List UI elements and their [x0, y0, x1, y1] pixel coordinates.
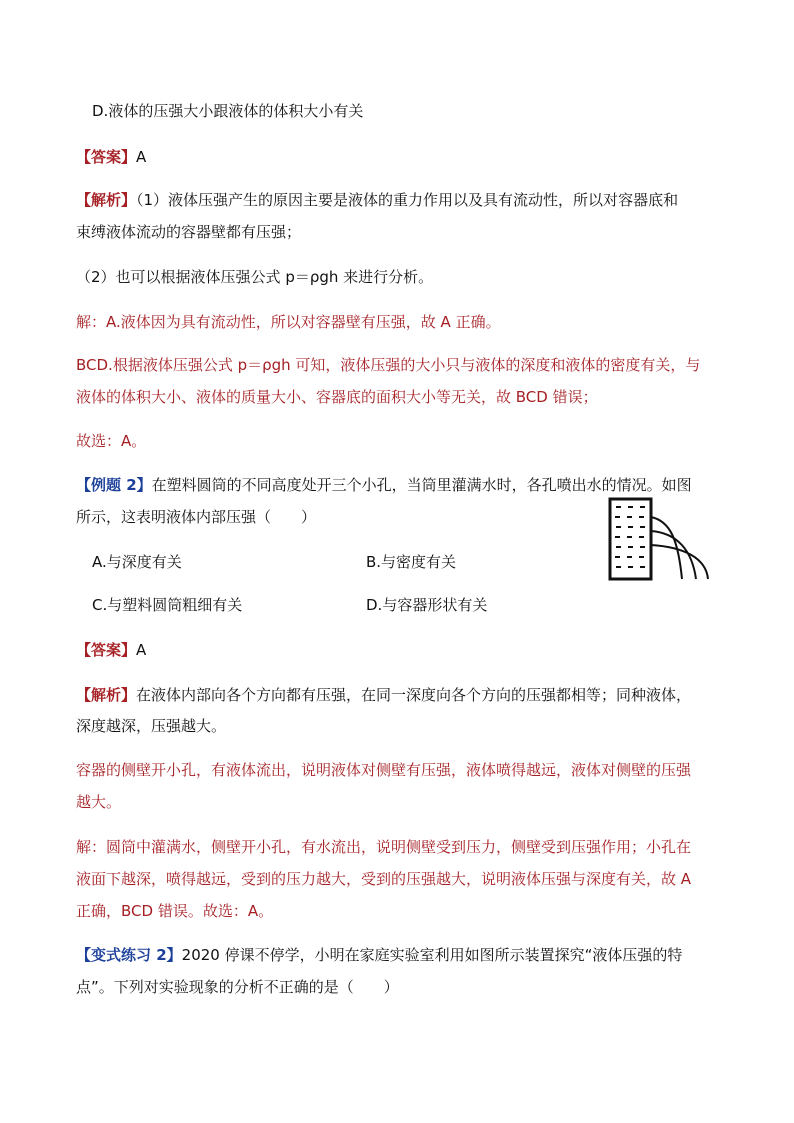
answer-2 [76, 640, 146, 660]
answer-2-value: A [136, 641, 147, 659]
analysis-2-text: 在液体内部向各个方向都有压强，在同一深度向各个方向的压强都相等；同种液体， [136, 686, 692, 704]
example-2-line-1 [76, 475, 692, 495]
example-2-option-d: D.与容器形状有关 [366, 596, 488, 614]
analysis-2-line-3: 容器的侧壁开小孔，有液体流出，说明液体对侧壁有压强，液体喷得越远，液体对侧壁的压强 [76, 761, 692, 779]
answer-label: 【答案】 [76, 148, 137, 166]
analysis-text: （1）液体压强产生的原因主要是液体的重力作用以及具有流动性，所以对容器底和 [136, 191, 679, 209]
analysis-2-line-1 [76, 685, 691, 705]
example-2-option-b: B.与密度有关 [366, 553, 457, 571]
solution-1-line-1: 解：A.液体因为具有流动性，所以对容器壁有压强，故 A 正确。 [76, 313, 501, 331]
analysis-1-line-2: 束缚液体流动的容器壁都有压强； [76, 223, 302, 241]
variant-2-line-1 [76, 945, 682, 965]
example-text: 在塑料圆筒的不同高度处开三个小孔，当筒里灌满水时，各孔喷出水的情况。如图 [151, 476, 692, 494]
water-cylinder-jets-icon [604, 495, 712, 583]
answer-2-label: 【答案】 [76, 641, 137, 659]
solution-1-choice: 故选：A。 [76, 432, 147, 450]
variant-label: 【变式练习 2】 [76, 946, 182, 964]
solution-2-line-2: 液面下越深，喷得越远，受到的压力越大，受到的压强越大，说明液体压强与深度有关，故 A [76, 870, 692, 888]
analysis-1-line-1 [76, 190, 678, 210]
answer-value: A [136, 148, 147, 166]
variant-2-line-2: 点”。下列对实验现象的分析不正确的是（ ） [76, 978, 399, 996]
analysis-label: 【解析】 [76, 191, 137, 209]
solution-1-line-3: 液体的体积大小、液体的质量大小、容器底的面积大小等无关，故 BCD 错误； [76, 388, 598, 406]
analysis-2-line-2: 深度越深，压强越大。 [76, 717, 227, 735]
solution-2-line-1: 解：圆筒中灌满水，侧壁开小孔，有水流出，说明侧壁受到压力，侧壁受到压强作用；小孔在 [76, 838, 692, 856]
analysis-2-label: 【解析】 [76, 686, 137, 704]
example-2-line-2: 所示，这表明液体内部压强（ ） [76, 508, 317, 526]
example-label: 【例题 2】 [76, 476, 152, 494]
example-2-option-a: A.与深度有关 [92, 553, 182, 571]
answer-1 [76, 147, 146, 167]
solution-1-line-2: BCD.根据液体压强公式 p＝ρgh 可知，液体压强的大小只与液体的深度和液体的密度有关，与 [76, 356, 701, 374]
water-cylinder-figure [604, 495, 712, 583]
example-2-option-c: C.与塑料圆筒粗细有关 [92, 596, 243, 614]
variant-text: 2020 停课不停学，小明在家庭实验室利用如图所示装置探究“液体压强的特 [181, 946, 683, 964]
top-option-d: D.液体的压强大小跟液体的体积大小有关 [92, 102, 364, 120]
analysis-2-line-4: 越大。 [76, 793, 122, 811]
solution-2-line-3: 正确，BCD 错误。故选：A。 [76, 902, 274, 920]
analysis-1-line-3: （2）也可以根据液体压强公式 p＝ρgh 来进行分析。 [76, 268, 434, 286]
